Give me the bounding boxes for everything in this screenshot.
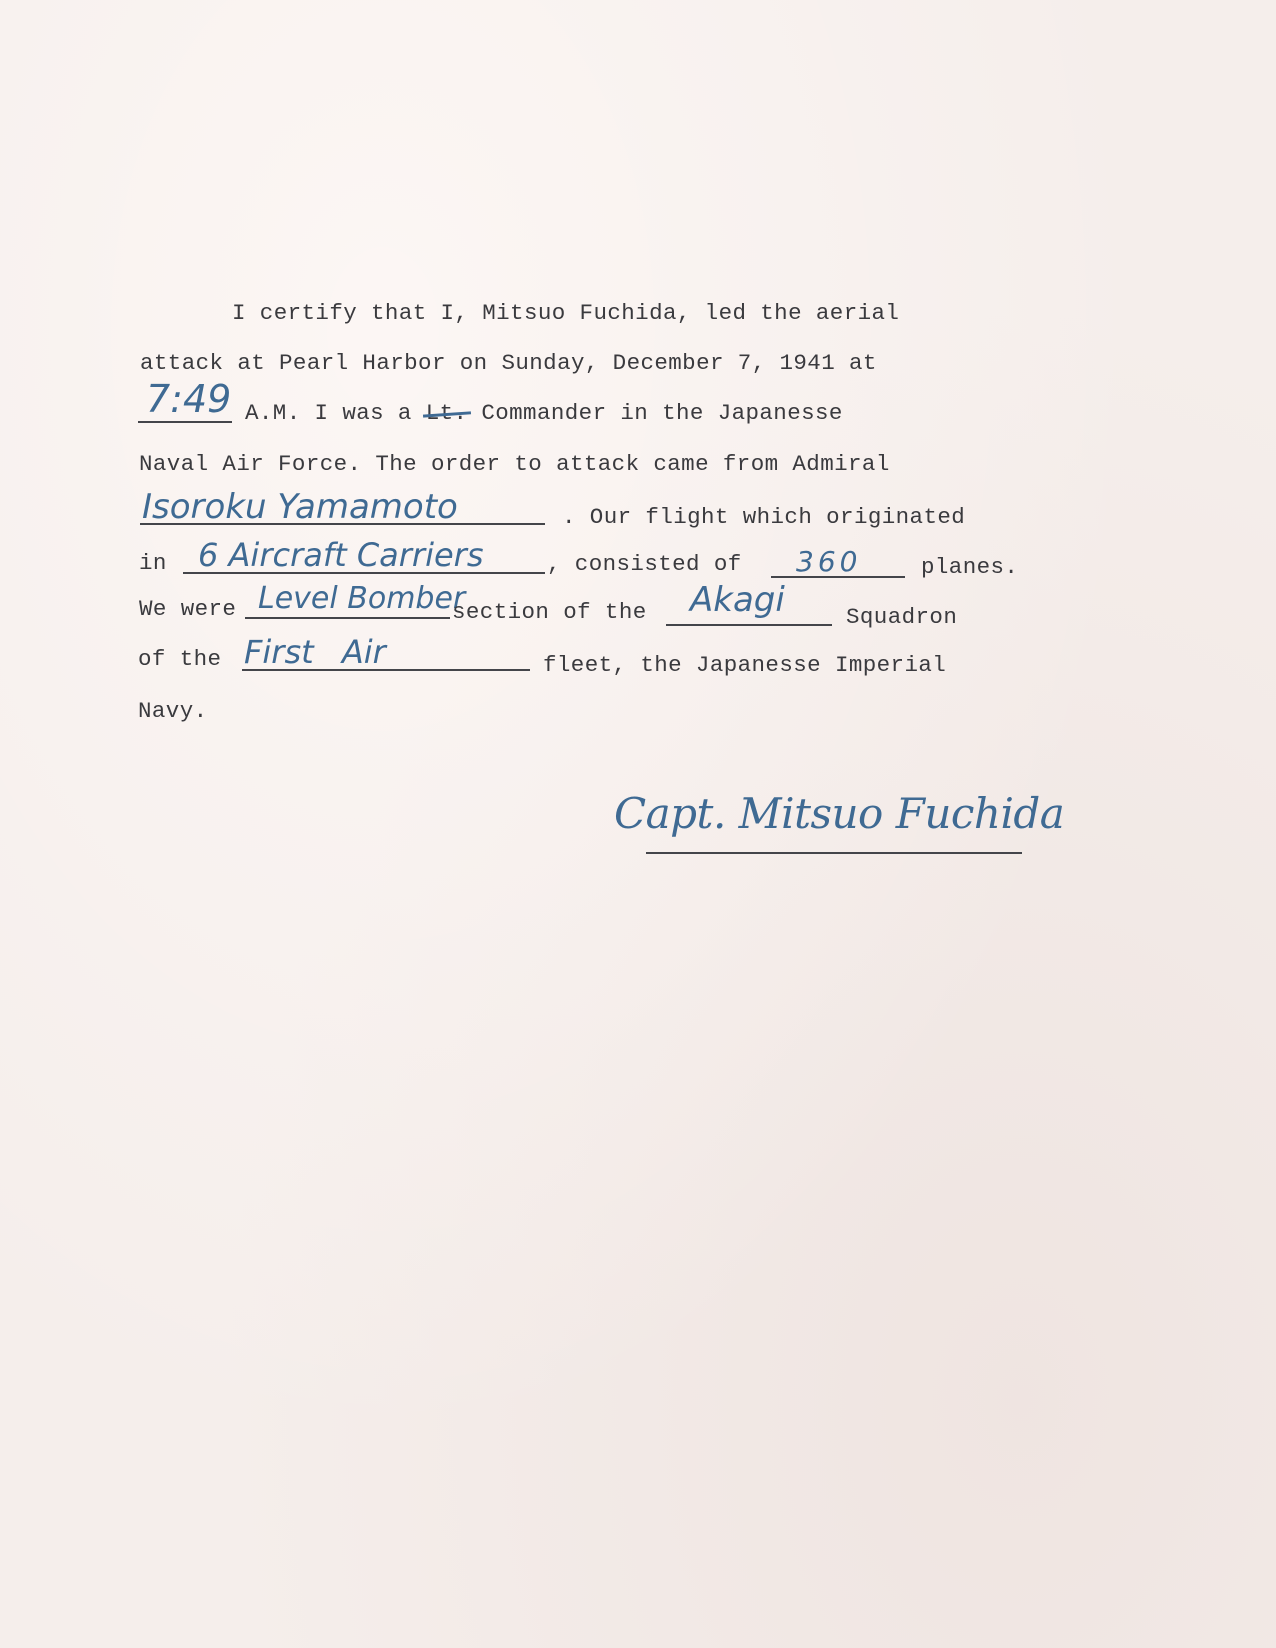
text-line-2: attack at Pearl Harbor on Sunday, December 7, 1941 at (140, 350, 877, 376)
filled-time: 7:49 (146, 377, 232, 421)
text-line-3-end: Commander in the Japanesse (467, 400, 843, 426)
blank-section (245, 617, 450, 619)
filled-carriers: 6 Aircraft Carriers (198, 536, 484, 574)
text-line-7-mid: section of the (452, 599, 647, 625)
filled-section: Level Bomber (258, 581, 466, 616)
text-line-1: I certify that I, Mitsuo Fuchida, led the aerial (232, 300, 900, 326)
text-line-7-we: We were (139, 596, 237, 622)
text-line-6-end: planes. (921, 554, 1019, 580)
blank-squadron (666, 624, 832, 626)
text-line-8-end: fleet, the Japanesse Imperial (543, 652, 947, 678)
filled-admiral: Isoroku Yamamoto (142, 487, 458, 527)
blank-admiral (140, 523, 545, 525)
filled-planes: 360 (796, 545, 862, 578)
text-line-7-end: Squadron (846, 604, 958, 630)
struck-rank: Lt. (425, 400, 468, 426)
signature: Capt. Mitsuo Fuchida (614, 789, 1065, 838)
blank-carriers (183, 572, 545, 574)
text-line-3-am: A.M. I was a (245, 400, 426, 426)
text-line-8-of: of the (138, 646, 222, 672)
blank-time (138, 421, 232, 423)
text-line-6-mid: , consisted of (547, 551, 742, 577)
signature-line (646, 852, 1022, 854)
text-line-3 (245, 402, 843, 425)
filled-fleet: First Air (244, 633, 386, 671)
text-line-9: Navy. (138, 698, 208, 724)
text-line-5: . Our flight which originated (562, 504, 966, 530)
text-line-6-in: in (139, 550, 167, 576)
text-line-4: Naval Air Force. The order to attack came from Admiral (139, 451, 890, 477)
blank-fleet (242, 669, 530, 671)
blank-planes (771, 576, 905, 578)
filled-squadron: Akagi (690, 580, 785, 620)
